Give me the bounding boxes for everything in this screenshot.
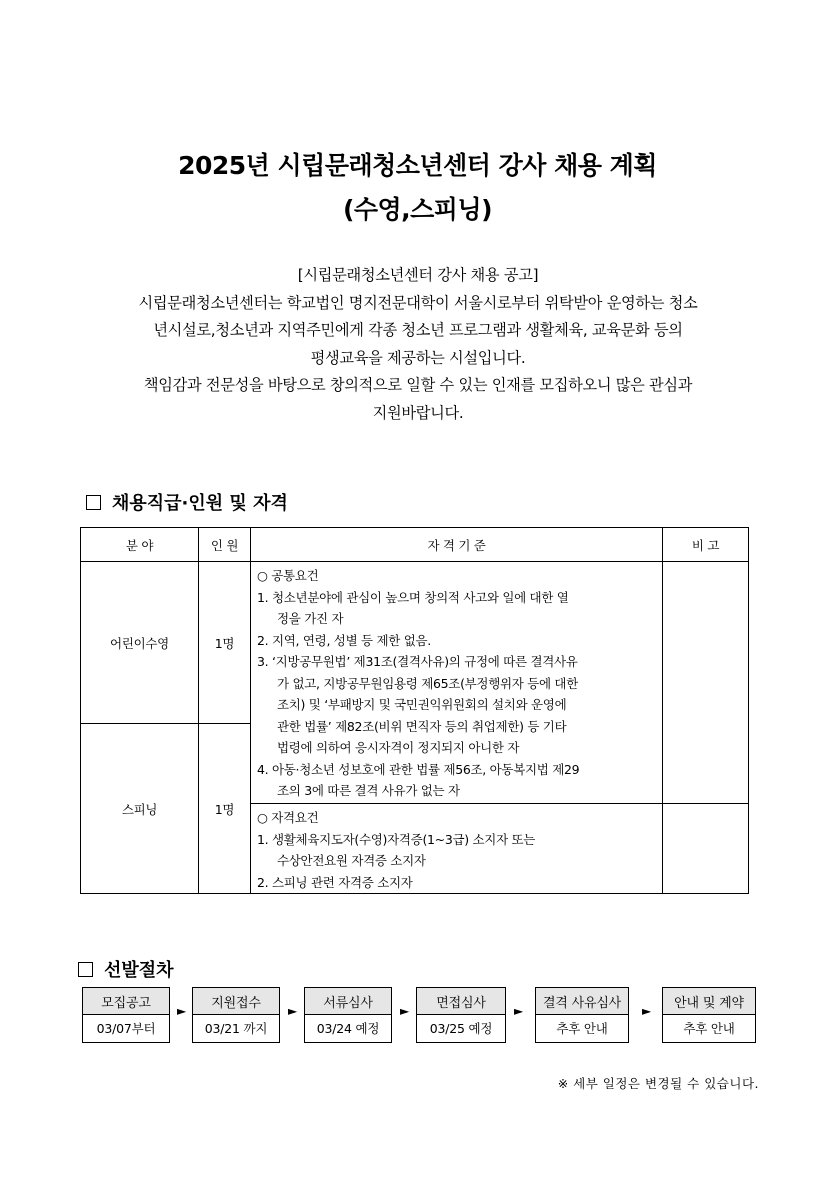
note-cell (663, 562, 749, 804)
step-box (304, 987, 392, 1043)
step-label: 면접심사 (417, 988, 505, 1015)
criteria-line: 1. 생활체육지도자(수영)자격증(1~3급) 소지자 또는 (257, 831, 536, 847)
intro-line: 년시설로,청소년과 지역주민에게 각종 청소년 프로그램과 생활체육, 교육문화 등의 (153, 321, 683, 339)
common-requirements-cell (251, 562, 663, 804)
square-bullet-icon (86, 495, 101, 510)
count-cell: 1명 (199, 562, 251, 724)
criteria-line: 조의 3에 따른 결격 사유가 없는 자 (277, 783, 460, 798)
intro-line: 시립문래청소년센터는 학교법인 명지전문대학이 서울시로부터 위탁받아 운영하는 청소 (138, 293, 698, 312)
field-cell: 어린이수영 (81, 562, 199, 724)
common-requirements-title: ○ 공통요건 (257, 568, 319, 583)
step-date: 03/07부터 (96, 1021, 156, 1036)
step-date: 추후 안내 (556, 1021, 608, 1036)
qualification-title: ○ 자격요건 (257, 810, 319, 825)
requirements-table (80, 527, 749, 894)
step-box (662, 987, 756, 1043)
column-header-criteria: 자 격 기 준 (251, 528, 663, 562)
criteria-line: 2. 스피닝 관련 자격증 소지자 (257, 874, 413, 890)
arrow-right-icon: ► (177, 1004, 187, 1018)
step-box (82, 987, 170, 1043)
step-label: 지원접수 (193, 988, 279, 1015)
step-date: 03/25 예정 (429, 1021, 493, 1036)
field-cell: 스피닝 (81, 724, 199, 894)
criteria-line: 법령에 의하여 응시자격이 정지되지 아니한 자 (277, 740, 520, 755)
step-date: 03/24 예정 (316, 1021, 380, 1036)
criteria-line: 1. 청소년분야에 관심이 높으며 창의적 사고와 일에 대한 열 (257, 589, 569, 605)
intro-line: 책임감과 전문성을 바탕으로 창의적으로 일할 수 있는 인재를 모집하오니 많은 관심과 (143, 376, 693, 394)
column-header-note: 비 고 (663, 528, 749, 562)
schedule-footnote: ※ 세부 일정은 변경될 수 있습니다. (557, 1076, 759, 1091)
step-label: 결격 사유심사 (536, 988, 628, 1015)
intro-line: 평생교육을 제공하는 시설입니다. (310, 348, 526, 367)
page-title: 2025년 시립문래청소년센터 강사 채용 계획 (178, 151, 657, 180)
column-header-field: 분 야 (81, 528, 199, 562)
column-header-count: 인 원 (199, 528, 251, 562)
criteria-line: 4. 아동·청소년 성보호에 관한 법률 제56조, 아동복지법 제29 (257, 761, 580, 777)
step-label: 안내 및 계약 (663, 988, 755, 1015)
intro-block (78, 262, 758, 427)
table-header-row (81, 528, 749, 562)
table-row (81, 562, 749, 724)
qualification-requirements-cell (251, 804, 663, 894)
step-box (192, 987, 280, 1043)
count-cell: 1명 (199, 724, 251, 894)
arrow-right-icon: ► (642, 1004, 652, 1018)
section-heading-selection (78, 956, 174, 982)
arrow-right-icon: ► (400, 1004, 410, 1018)
section-title: 채용직급·인원 및 자격 (112, 493, 288, 514)
criteria-line: 정을 가진 자 (277, 611, 344, 626)
note-cell (663, 804, 749, 894)
arrow-right-icon: ► (288, 1004, 298, 1018)
step-box (535, 987, 629, 1043)
criteria-line: 가 없고, 지방공무원임용령 제65조(부정행위자 등에 대한 (277, 675, 578, 691)
step-box (416, 987, 506, 1043)
intro-heading: [시립문래청소년센터 강사 채용 공고] (297, 266, 539, 284)
section-heading-requirements (86, 489, 288, 515)
page-subtitle: (수영,스피닝) (342, 195, 493, 224)
square-bullet-icon (78, 962, 93, 977)
step-date: 추후 안내 (683, 1021, 735, 1036)
criteria-line: 2. 지역, 연령, 성별 등 제한 없음. (257, 632, 431, 648)
step-label: 서류심사 (305, 988, 391, 1015)
criteria-line: 조치) 및 ‘부패방지 및 국민권익위원회의 설치와 운영에 (277, 697, 567, 712)
criteria-line: 수상안전요원 자격증 소지자 (277, 853, 426, 868)
criteria-line: 관한 법률’ 제82조(비위 면직자 등의 취업제한) 등 기타 (277, 718, 567, 734)
arrow-right-icon: ► (514, 1004, 524, 1018)
step-label: 모집공고 (83, 988, 169, 1015)
intro-line: 지원바랍니다. (372, 403, 464, 422)
step-date: 03/21 까지 (204, 1021, 268, 1036)
criteria-line: 3. ‘지방공무원법’ 제31조(결격사유)의 규정에 따른 결격사유 (257, 654, 578, 669)
section-title: 선발절차 (104, 960, 174, 981)
